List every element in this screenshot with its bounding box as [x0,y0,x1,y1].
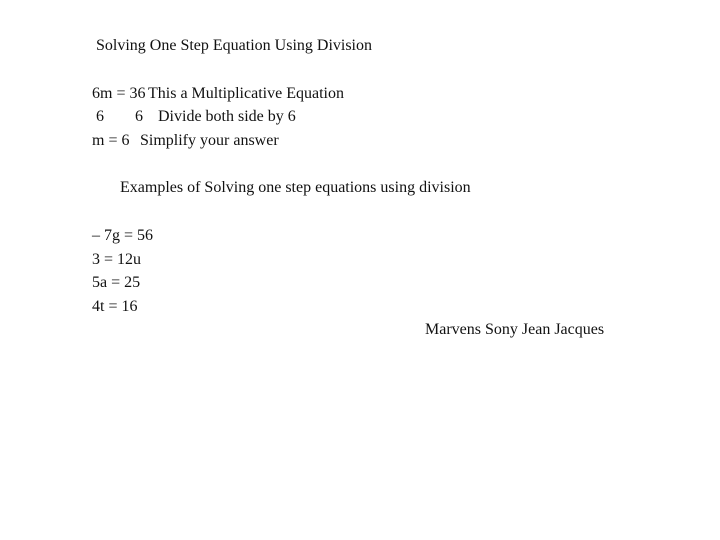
divide-note: Divide both side by 6 [158,108,296,125]
exercise-item: 4t = 16 [92,298,138,315]
equation-note: This a Multiplicative Equation [148,85,344,102]
divisor-right: 6 [135,108,143,125]
result-note: Simplify your answer [140,132,279,149]
exercise-item: 3 = 12u [92,251,142,268]
example-equation: 6m = 36 [92,85,146,102]
result-equation: m = 6 [92,132,130,149]
exercise-item: 5a = 25 [92,274,141,291]
exercise-item: – 7g = 56 [92,227,154,244]
author-name: Marvens Sony Jean Jacques [425,321,605,338]
examples-heading: Examples of Solving one step equations using division [120,179,471,196]
divisor-left: 6 [96,108,104,125]
page-title: Solving One Step Equation Using Division [96,37,372,54]
